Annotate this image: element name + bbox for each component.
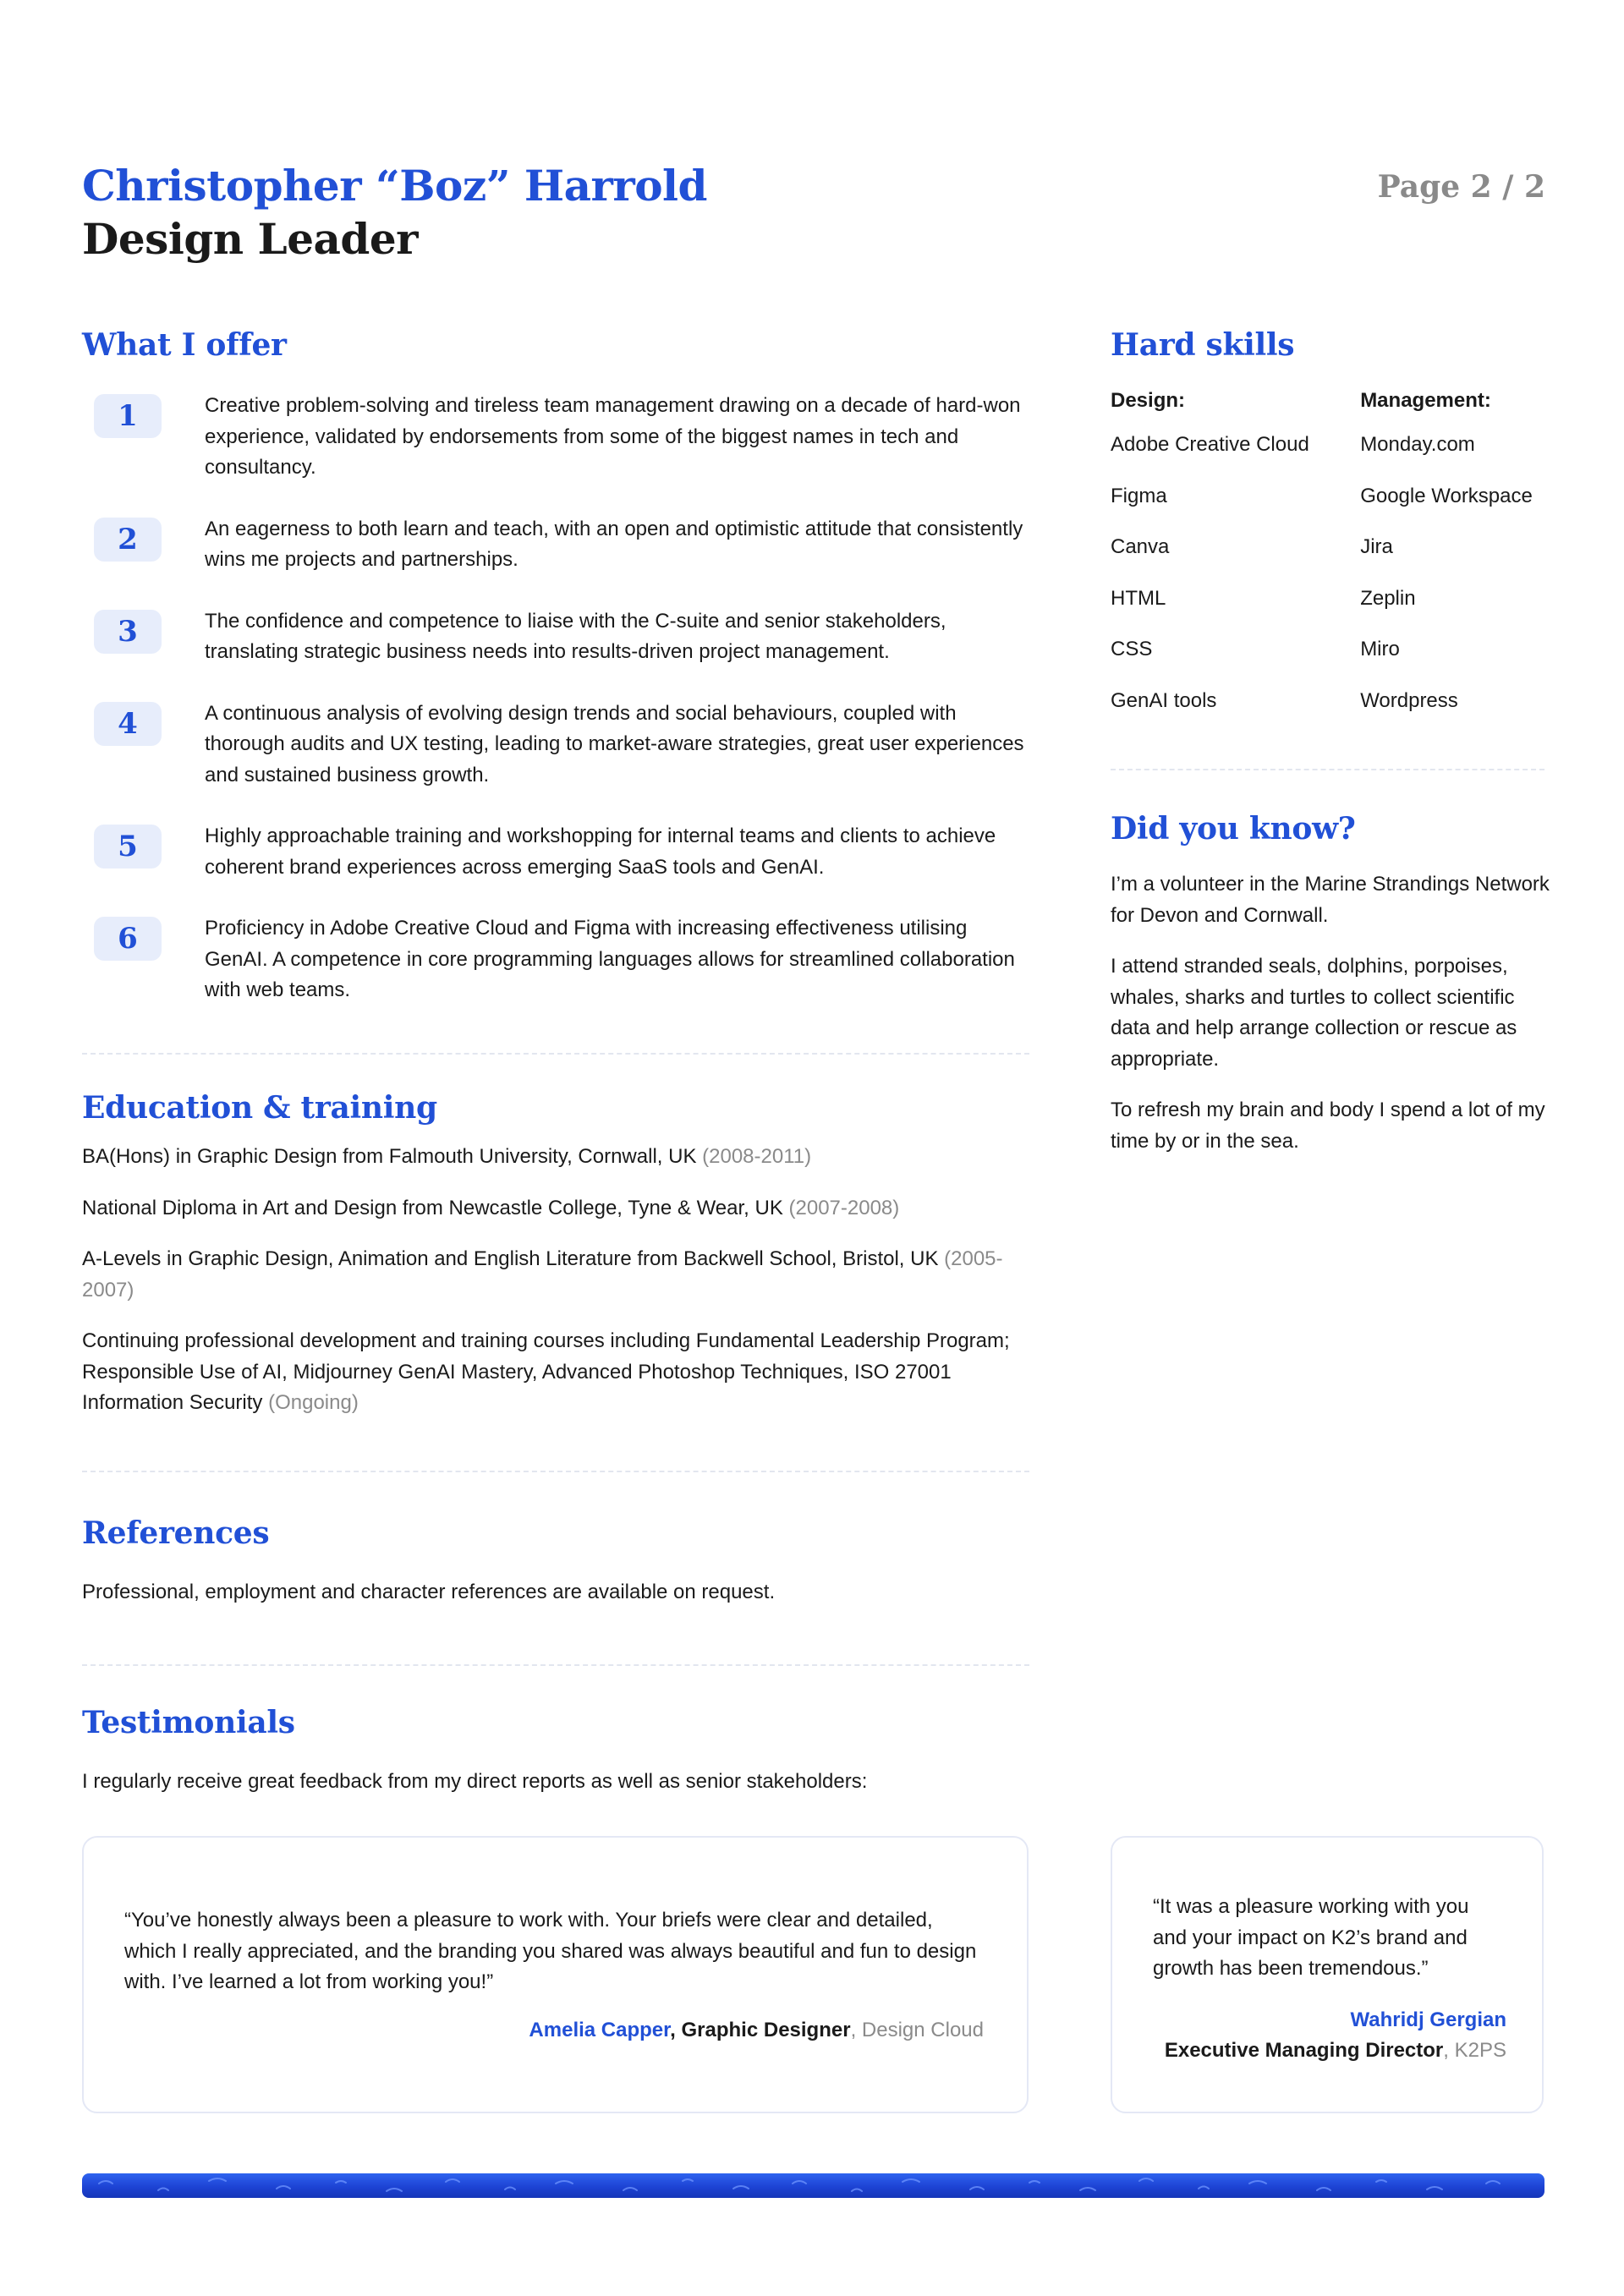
offer-number-badge: 5 [94, 825, 162, 869]
section-title-did-you-know: Did you know? [1111, 811, 1356, 847]
offer-item [82, 606, 1029, 668]
offer-text: The confidence and competence to liaise with the C-suite and senior stakeholders, translating strategic business needs into results-driven project management. [205, 609, 946, 663]
testimonial-author-title: Graphic Designer [681, 2018, 851, 2041]
skills-column-design [1111, 386, 1360, 737]
testimonial-author: Amelia Capper [529, 2018, 671, 2041]
skill-item: Google Workspace [1360, 484, 1533, 507]
testimonial-author: Wahridj Gergian [1350, 2008, 1506, 2031]
skill-item: Canva [1111, 535, 1170, 558]
skill-item: Jira [1360, 535, 1393, 558]
education-date: (2005-2007) [82, 1247, 1003, 1301]
offer-item [82, 514, 1029, 576]
job-title: Design Leader [82, 214, 419, 264]
skills-grid [1111, 386, 1550, 737]
skill-item: HTML [1111, 586, 1166, 610]
education-list [82, 1142, 1029, 1419]
skill-item: CSS [1111, 638, 1153, 660]
references-text: Professional, employment and character references are available on request. [82, 1581, 776, 1603]
testimonials-intro: I regularly receive great feedback from my direct reports as well as senior stakeholders: [82, 1770, 868, 1793]
hard-skills-section [1111, 326, 1550, 737]
education-text: Continuing professional development and training courses including Fundamental Leadership Program; Responsible Use of AI, Midjourney GenAI Mastery, Advanced Photoshop Techniques, ISO 27001 Information Security [82, 1329, 1010, 1414]
offer-number-badge: 6 [94, 917, 162, 961]
testimonial-author-title: Executive Managing Director [1164, 2039, 1444, 2062]
education-item [82, 1244, 1029, 1306]
offer-number-badge: 4 [94, 702, 162, 746]
education-item [82, 1142, 1029, 1173]
testimonials-section [82, 1704, 1029, 1798]
testimonial-card [1111, 1836, 1544, 2113]
offer-item [82, 699, 1029, 792]
testimonial-card [82, 1836, 1029, 2113]
offer-list [82, 391, 1029, 1006]
skills-column-management [1360, 386, 1550, 737]
wave-pattern-icon [82, 2173, 1544, 2198]
testimonial-quote: “It was a pleasure working with you and your impact on K2’s brand and growth has been tremendous.” [1153, 1895, 1469, 1980]
divider [82, 1664, 1029, 1666]
divider [82, 1471, 1029, 1472]
skills-heading-management: Management: [1360, 389, 1491, 412]
education-text: National Diploma in Art and Design from Newcastle College, Tyne & Wear, UK [82, 1196, 783, 1219]
did-you-know-paragraph: I’m a volunteer in the Marine Strandings Network for Devon and Cornwall. [1111, 873, 1550, 927]
section-title-references: References [82, 1515, 270, 1551]
footer-wave-bar [82, 2173, 1544, 2198]
offer-text: An eagerness to both learn and teach, with an open and optimistic attitude that consistently wins me projects and partnerships. [205, 517, 1023, 571]
skill-item: Wordpress [1360, 688, 1458, 712]
testimonial-attribution: Wahridj Gergian Executive Managing Director, K2PS [1153, 2005, 1506, 2067]
offer-text: Creative problem-solving and tireless team management drawing on a decade of hard-won experience, validated by endorsements from some of the biggest names in tech and consultancy. [205, 394, 1021, 479]
what-i-offer-section [82, 326, 1029, 1037]
offer-item [82, 913, 1029, 1006]
skill-item: GenAI tools [1111, 688, 1217, 712]
offer-item [82, 821, 1029, 883]
candidate-name: Christopher “Boz” Harrold [82, 161, 708, 211]
education-date: (2007-2008) [788, 1196, 900, 1219]
skill-item: Monday.com [1360, 433, 1475, 456]
header [82, 161, 1545, 267]
did-you-know-section [1111, 810, 1550, 1177]
education-text: A-Levels in Graphic Design, Animation and English Literature from Backwell School, Bristol, UK [82, 1247, 939, 1270]
education-date: (2008-2011) [702, 1145, 812, 1168]
skill-item: Figma [1111, 484, 1167, 507]
testimonial-author-company: Design Cloud [861, 2018, 984, 2041]
testimonial-attribution: Amelia Capper, Graphic Designer, Design Cloud [529, 2018, 984, 2041]
divider [1111, 769, 1544, 770]
did-you-know-body [1111, 869, 1550, 1157]
section-title-testimonials: Testimonials [82, 1705, 295, 1740]
offer-text: Highly approachable training and workshopping for internal teams and clients to achieve coherent brand experiences across emerging SaaS tools and GenAI. [205, 825, 996, 879]
skills-heading-design: Design: [1111, 389, 1186, 412]
section-title-hard-skills: Hard skills [1111, 327, 1295, 363]
offer-number-badge: 3 [94, 610, 162, 654]
section-title-education: Education & training [82, 1090, 437, 1126]
education-section [82, 1089, 1029, 1439]
offer-number-badge: 1 [94, 394, 162, 438]
section-title-what-i-offer: What I offer [82, 327, 287, 363]
education-item [82, 1326, 1029, 1419]
education-date: (Ongoing) [268, 1391, 359, 1414]
skill-item: Zeplin [1360, 586, 1416, 610]
offer-item [82, 391, 1029, 484]
testimonial-quote: “You’ve honestly always been a pleasure to work with. Your briefs were clear and detailed, which I really appreciated, and the branding you shared was always beautiful and fun to design with. I’ve learned a lot from working you!” [124, 1909, 977, 1993]
skill-item: Adobe Creative Cloud [1111, 433, 1309, 456]
testimonial-author-company: K2PS [1454, 2039, 1506, 2062]
education-text: BA(Hons) in Graphic Design from Falmouth University, Cornwall, UK [82, 1145, 697, 1168]
divider [82, 1053, 1029, 1055]
references-section [82, 1515, 1029, 1608]
page-number: Page 2 / 2 [1377, 169, 1545, 205]
did-you-know-paragraph: To refresh my brain and body I spend a lot of my time by or in the sea. [1111, 1099, 1545, 1153]
skill-item: Miro [1360, 638, 1400, 660]
offer-number-badge: 2 [94, 518, 162, 562]
did-you-know-paragraph: I attend stranded seals, dolphins, porpoises, whales, sharks and turtles to collect scientific data and help arrange collection or rescue as appropriate. [1111, 955, 1517, 1071]
offer-text: A continuous analysis of evolving design trends and social behaviours, coupled with thorough audits and UX testing, leading to market-aware strategies, great user experiences and sustained business growth. [205, 701, 1024, 786]
education-item [82, 1193, 1029, 1225]
offer-text: Proficiency in Adobe Creative Cloud and Figma with increasing effectiveness utilising GenAI. A competence in core programming languages allows for streamlined collaboration with web teams. [205, 917, 1015, 1001]
